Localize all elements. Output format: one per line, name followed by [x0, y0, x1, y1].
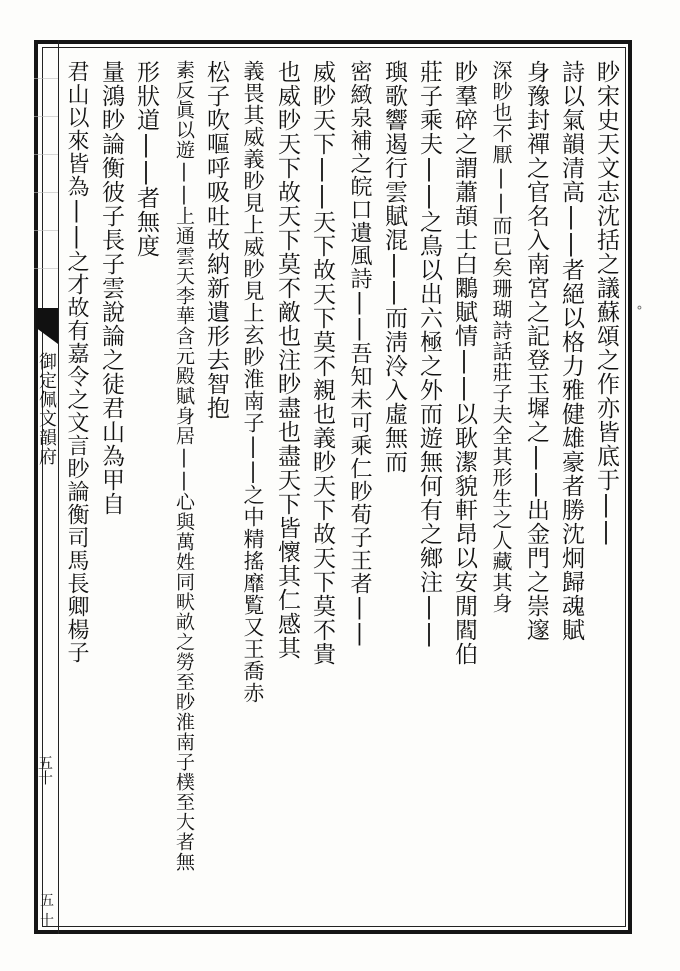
margin-punch-mark: ∘ — [636, 300, 643, 316]
text-column-10: 也威眇天下故天下莫不敵也注眇盡也盡天下皆懷其仁感其 — [274, 60, 300, 660]
margin-faint-lines — [34, 60, 58, 290]
text-column-8: 密緻泉補之皖口遺風詩||吾知未可乘仁眇荀子王者|| — [347, 60, 372, 647]
text-column-15: 量鴻眇論衡彼子長子雲說論之徒君山為甲自 — [98, 60, 124, 516]
text-column-16: 君山以來皆為||之才故有嘉令之文言眇論衡司馬長卿楊子 — [64, 60, 89, 664]
text-column-13: 素反眞以遊||上通雲天李華含元殿賦身居||心與萬姓同畎畝之勞至眇淮南子樸至大者無 — [173, 60, 195, 872]
text-column-6: 莊子乘夫||之鳥以出六極之外而遊無何有之鄉注|| — [416, 60, 442, 648]
margin-page-number: 五十 — [36, 755, 54, 785]
text-column-14: 形狀道||者無度 — [133, 60, 159, 258]
margin-page-number-bottom: 五十 — [40, 893, 54, 929]
text-column-2: 詩以氣韻清高||者絕以格力雅健雄豪者勝沈炯歸魂賦 — [558, 60, 584, 642]
text-column-4: 深眇也不厭||而已矣珊瑚詩話莊子夫全其形生之人藏其身 — [489, 60, 513, 614]
text-column-5: 眇羣碎之謂蕭頡士白鷴賦情||以耿潔貌軒昂以安閒閻伯 — [451, 60, 477, 666]
text-column-9: 威眇天下||天下故天下莫不親也義眇天下故天下莫不貴 — [309, 60, 335, 666]
text-column-1: 眇宋史天文志沈括之議蘇頌之作亦皆底于|| — [593, 60, 619, 546]
text-column-11: 義畏其威義眇見上威眇見上玄眇淮南子||之中精搖靡覧又王喬赤 — [241, 60, 265, 704]
text-column-12: 松子吹嘔呼吸吐故納新遺形去智抱 — [203, 60, 229, 420]
text-column-7: 璵歌響遏行雲賦混||而淸泠入虛無而 — [381, 60, 407, 474]
text-column-3: 身豫封禪之官名入南宮之記登玉墀之||出金門之崇邃 — [523, 60, 549, 642]
margin-book-title: 御定佩文韻府 — [36, 352, 57, 466]
